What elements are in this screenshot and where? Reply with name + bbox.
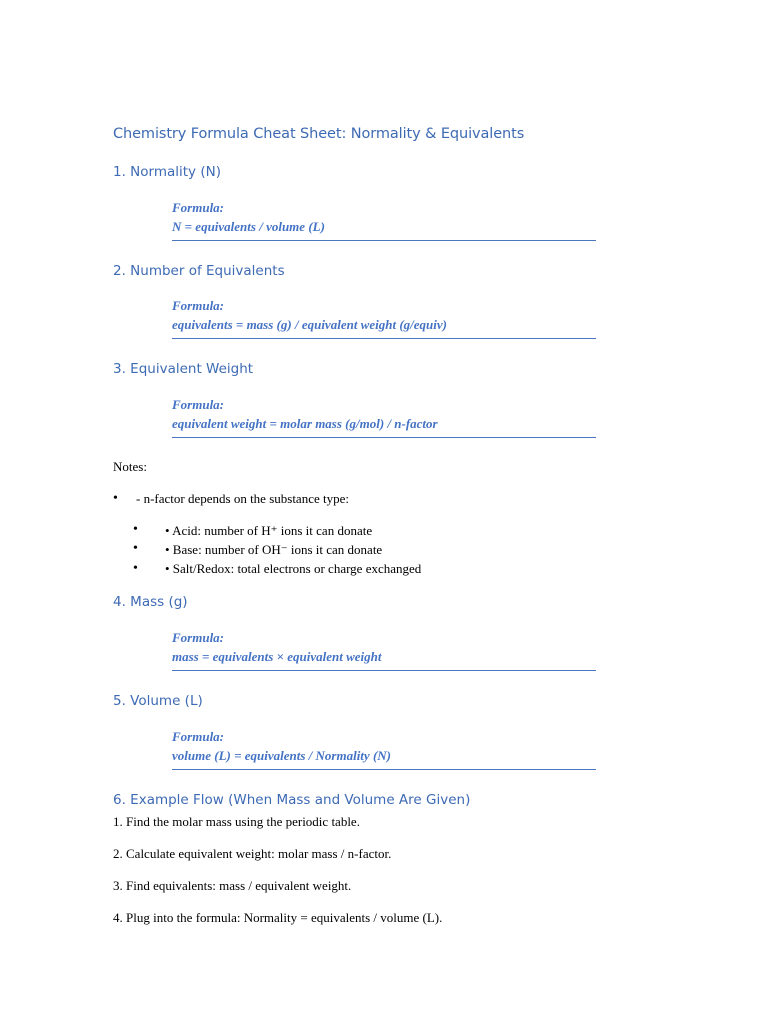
formula-text: equivalent weight = molar mass (g/mol) / n-factor [172, 416, 438, 431]
example-step-4: 4. Plug into the formula: Normality = equivalents / volume (L). [113, 910, 443, 925]
section-heading-normality: 1. Normality (N) [113, 164, 221, 180]
example-step-2: 2. Calculate equivalent weight: molar mass / n-factor. [113, 846, 392, 861]
formula-text: N = equivalents / volume (L) [172, 219, 325, 234]
formula-box-normality [172, 198, 596, 241]
formula-label: Formula: [172, 630, 225, 645]
notes-label: Notes: [113, 459, 147, 474]
bullet-icon: • [133, 522, 138, 537]
bullet-icon: • [133, 541, 138, 556]
notes-sub-item-base: • Base: number of OH⁻ ions it can donate [165, 542, 383, 557]
notes-main-item: - n-factor depends on the substance type: [136, 491, 349, 506]
example-step-3: 3. Find equivalents: mass / equivalent weight. [113, 878, 352, 893]
formula-label: Formula: [172, 298, 225, 313]
formula-box-mass [172, 628, 596, 671]
notes-sub-item-salt: • Salt/Redox: total electrons or charge exchanged [165, 561, 422, 576]
formula-text: volume (L) = equivalents / Normality (N) [172, 748, 391, 763]
document-title: Chemistry Formula Cheat Sheet: Normality & Equivalents [113, 126, 525, 142]
section-heading-equivalents: 2. Number of Equivalents [113, 263, 285, 279]
formula-label: Formula: [172, 397, 225, 412]
bullet-icon: • [133, 561, 138, 576]
section-heading-mass: 4. Mass (g) [113, 594, 188, 610]
formula-box-volume [172, 727, 596, 770]
section-heading-example-flow: 6. Example Flow (When Mass and Volume Are Given) [113, 792, 471, 808]
formula-box-equivalent-weight [172, 395, 596, 438]
formula-box-equivalents [172, 296, 596, 339]
notes-sub-item-acid: • Acid: number of H⁺ ions it can donate [165, 523, 373, 538]
formula-label: Formula: [172, 200, 225, 215]
section-heading-volume: 5. Volume (L) [113, 693, 203, 709]
bullet-icon: • [113, 491, 118, 506]
example-step-1: 1. Find the molar mass using the periodic table. [113, 814, 360, 829]
formula-text: mass = equivalents × equivalent weight [172, 649, 382, 664]
formula-text: equivalents = mass (g) / equivalent weight (g/equiv) [172, 317, 447, 332]
formula-label: Formula: [172, 729, 225, 744]
section-heading-equivalent-weight: 3. Equivalent Weight [113, 361, 254, 377]
